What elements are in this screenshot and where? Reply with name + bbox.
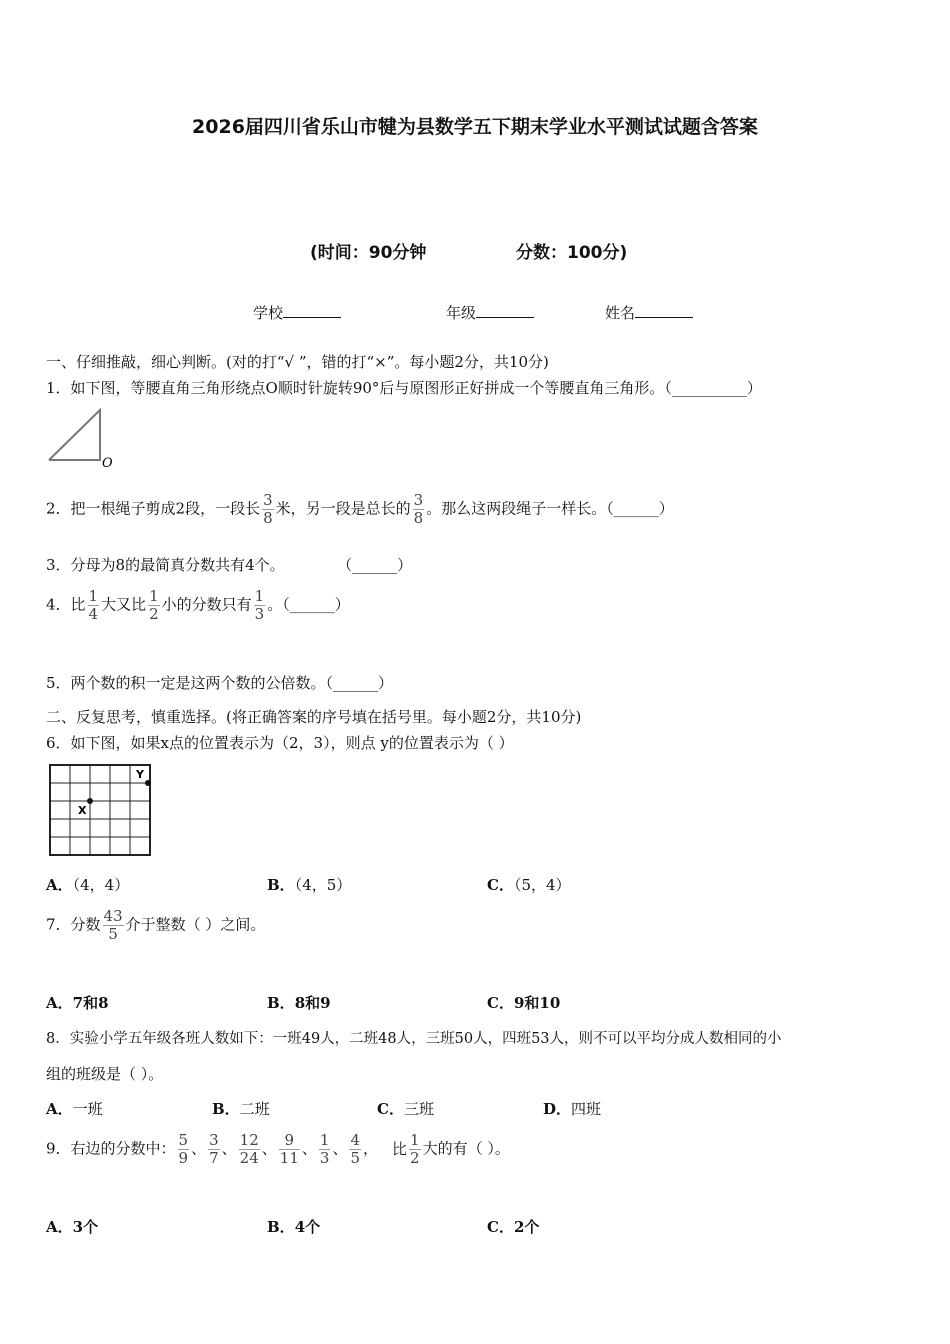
name-label: 姓名 — [605, 304, 636, 322]
option-value: 7和8 — [72, 994, 109, 1012]
q4-f2-num: 1 — [149, 587, 159, 605]
q8-option-d[interactable] — [543, 1098, 601, 1119]
triangle-figure — [44, 404, 120, 470]
q4-text-c: 小的分数只有 — [161, 595, 252, 614]
q4-fraction-1 — [88, 588, 100, 623]
school-blank[interactable] — [283, 303, 341, 318]
q2-f2-den: 8 — [413, 509, 424, 527]
point-y-label: Y — [136, 768, 144, 781]
option-key: B． — [212, 1100, 240, 1118]
q4-f1-den: 4 — [88, 605, 99, 623]
exam-score: 分数：100分) — [516, 243, 628, 263]
q2-fraction-2 — [413, 492, 425, 527]
option-value: 2个 — [513, 1218, 540, 1236]
option-key: C． — [487, 994, 514, 1012]
section-2-heading: 二、反复思考，慎重选择。(将正确答案的序号填在括号里。每小题2分，共10分) — [46, 708, 582, 726]
q9-sep: 、 — [221, 1139, 237, 1158]
option-key: A． — [46, 1218, 73, 1236]
option-key: C． — [487, 876, 514, 894]
question-2 — [46, 492, 674, 527]
option-key: D． — [543, 1100, 572, 1118]
q4-text-b: 大又比 — [101, 595, 147, 614]
q9-fraction-6 — [349, 1132, 361, 1167]
grid-lines — [50, 765, 150, 855]
option-value: （5，4） — [513, 876, 571, 894]
q9-f2-den: 7 — [209, 1149, 219, 1167]
option-value: 9和10 — [513, 994, 561, 1012]
option-value: 一班 — [72, 1100, 103, 1118]
q9-option-c[interactable] — [487, 1216, 539, 1237]
q9-c-den: 2 — [410, 1149, 420, 1167]
question-6: 6．如下图，如果x点的位置表示为（2，3），则点 y的位置表示为（ ） — [46, 734, 514, 752]
q7-option-c[interactable] — [487, 992, 560, 1013]
option-key: A． — [46, 994, 73, 1012]
q2-f1-den: 8 — [263, 509, 273, 527]
option-value: 二班 — [239, 1100, 270, 1118]
grid-figure — [48, 763, 154, 859]
q7-text-b: 介于整数（ ）之间。 — [125, 915, 266, 934]
q9-text-c: 大的有（ ）。 — [422, 1139, 510, 1158]
option-value: （4，4） — [72, 876, 130, 894]
q9-f4-den: 11 — [279, 1149, 299, 1167]
option-key: C． — [487, 1218, 514, 1236]
q9-f3-den: 24 — [239, 1149, 259, 1167]
school-field — [253, 302, 341, 323]
question-4 — [46, 588, 350, 623]
q3-blank: （______） — [344, 556, 413, 574]
triangle-shape — [49, 410, 100, 460]
page-title: 2026届四川省乐山市犍为县数学五下期末学业水平测试试题含答案 — [192, 116, 758, 138]
name-field — [605, 302, 693, 323]
q9-f4-num: 9 — [284, 1131, 295, 1149]
question-1: 1．如下图，等腰直角三角形绕点O顺时针旋转90°后与原图形正好拼成一个等腰直角三角形。（__________） — [46, 379, 762, 397]
option-key: B． — [267, 994, 295, 1012]
q8-option-c[interactable] — [377, 1098, 434, 1119]
q7-f-num: 43 — [103, 907, 123, 925]
point-y — [145, 780, 151, 786]
q9-text-b: 比 — [392, 1139, 408, 1158]
point-x — [87, 798, 93, 804]
question-3 — [46, 554, 412, 575]
q6-option-c[interactable] — [487, 874, 571, 895]
q9-sep: 、 — [261, 1139, 277, 1158]
name-blank[interactable] — [635, 303, 693, 318]
option-value: （4，5） — [294, 876, 352, 894]
option-key: A． — [46, 876, 73, 894]
option-value: 8和9 — [294, 994, 331, 1012]
q2-text-c: 。那么这两段绳子一样长。（______） — [426, 499, 674, 518]
grade-blank[interactable] — [476, 303, 534, 318]
q7-f-den: 5 — [108, 925, 118, 943]
q9-f1-num: 5 — [178, 1131, 189, 1149]
q4-text-d: 。（______） — [267, 595, 350, 614]
q8-option-a[interactable] — [46, 1098, 103, 1119]
q6-option-b[interactable] — [267, 874, 351, 895]
option-key: B． — [267, 876, 295, 894]
q9-text-a: 9．右边的分数中： — [46, 1139, 176, 1158]
question-5: 5．两个数的积一定是这两个数的公倍数。（______） — [46, 674, 394, 692]
q9-f5-num: 1 — [319, 1131, 330, 1149]
option-key: B． — [267, 1218, 295, 1236]
grade-label: 年级 — [446, 304, 477, 322]
q2-text-a: 2．把一根绳子剪成2段，一段长 — [46, 499, 261, 518]
question-8-line-1: 8．实验小学五年级各班人数如下：一班49人，二班48人，三班50人，四班53人，则不可以平均分成人数相同的小 — [46, 1031, 782, 1047]
q2-text-b: 米，另一段是总长的 — [275, 499, 411, 518]
option-key: C． — [377, 1100, 404, 1118]
section-1-heading: 一、仔细推敲，细心判断。(对的打“√ ”，错的打“×”。每小题2分，共10分) — [46, 353, 549, 371]
q7-option-b[interactable] — [267, 992, 331, 1013]
q2-f1-num: 3 — [263, 491, 273, 509]
q3-text: 3．分母为8的最简真分数共有4个。 — [46, 556, 285, 574]
q9-fraction-4 — [279, 1132, 300, 1167]
q9-sep: 、 — [332, 1139, 348, 1158]
q9-f1-den: 9 — [178, 1149, 189, 1167]
point-o-label: O — [102, 456, 113, 470]
option-key: A． — [46, 1100, 73, 1118]
q9-f2-num: 3 — [209, 1131, 219, 1149]
q4-fraction-3 — [254, 588, 266, 623]
q4-f3-num: 1 — [254, 587, 265, 605]
q2-fraction-1 — [262, 492, 274, 527]
q7-option-a[interactable] — [46, 992, 109, 1013]
q9-end: ， — [363, 1139, 379, 1158]
q4-text-a: 4．比 — [46, 595, 86, 614]
q4-f2-den: 2 — [149, 605, 159, 623]
q9-option-a[interactable] — [46, 1216, 98, 1237]
q9-f3-num: 12 — [239, 1131, 259, 1149]
q9-fraction-2 — [208, 1132, 220, 1167]
q7-fraction — [103, 908, 124, 943]
q4-fraction-2 — [148, 588, 160, 623]
q4-f3-den: 3 — [254, 605, 265, 623]
q9-fraction-1 — [178, 1132, 190, 1167]
q9-fraction-5 — [319, 1132, 331, 1167]
q9-c-num: 1 — [410, 1131, 420, 1149]
q9-f6-num: 4 — [350, 1131, 360, 1149]
q9-sep: 、 — [191, 1139, 207, 1158]
option-value: 4个 — [294, 1218, 321, 1236]
q9-compare-fraction — [409, 1132, 421, 1167]
question-9 — [46, 1132, 510, 1167]
q9-f5-den: 3 — [319, 1149, 330, 1167]
q8-option-b[interactable] — [212, 1098, 270, 1119]
q9-sep: 、 — [301, 1139, 317, 1158]
q2-f2-num: 3 — [413, 491, 424, 509]
option-value: 四班 — [571, 1100, 602, 1118]
q9-option-b[interactable] — [267, 1216, 320, 1237]
option-value: 三班 — [403, 1100, 434, 1118]
q6-option-a[interactable] — [46, 874, 129, 895]
q9-f6-den: 5 — [350, 1149, 360, 1167]
question-7 — [46, 908, 265, 943]
point-x-label: X — [78, 804, 87, 817]
q7-text-a: 7．分数 — [46, 915, 101, 934]
exam-time: (时间：90分钟 — [310, 243, 427, 263]
q4-f1-num: 1 — [88, 587, 99, 605]
grade-field — [446, 302, 534, 323]
question-8-line-2: 组的班级是（ ）。 — [46, 1065, 164, 1083]
school-label: 学校 — [253, 304, 284, 322]
option-value: 3个 — [72, 1218, 99, 1236]
q9-fraction-3 — [239, 1132, 260, 1167]
